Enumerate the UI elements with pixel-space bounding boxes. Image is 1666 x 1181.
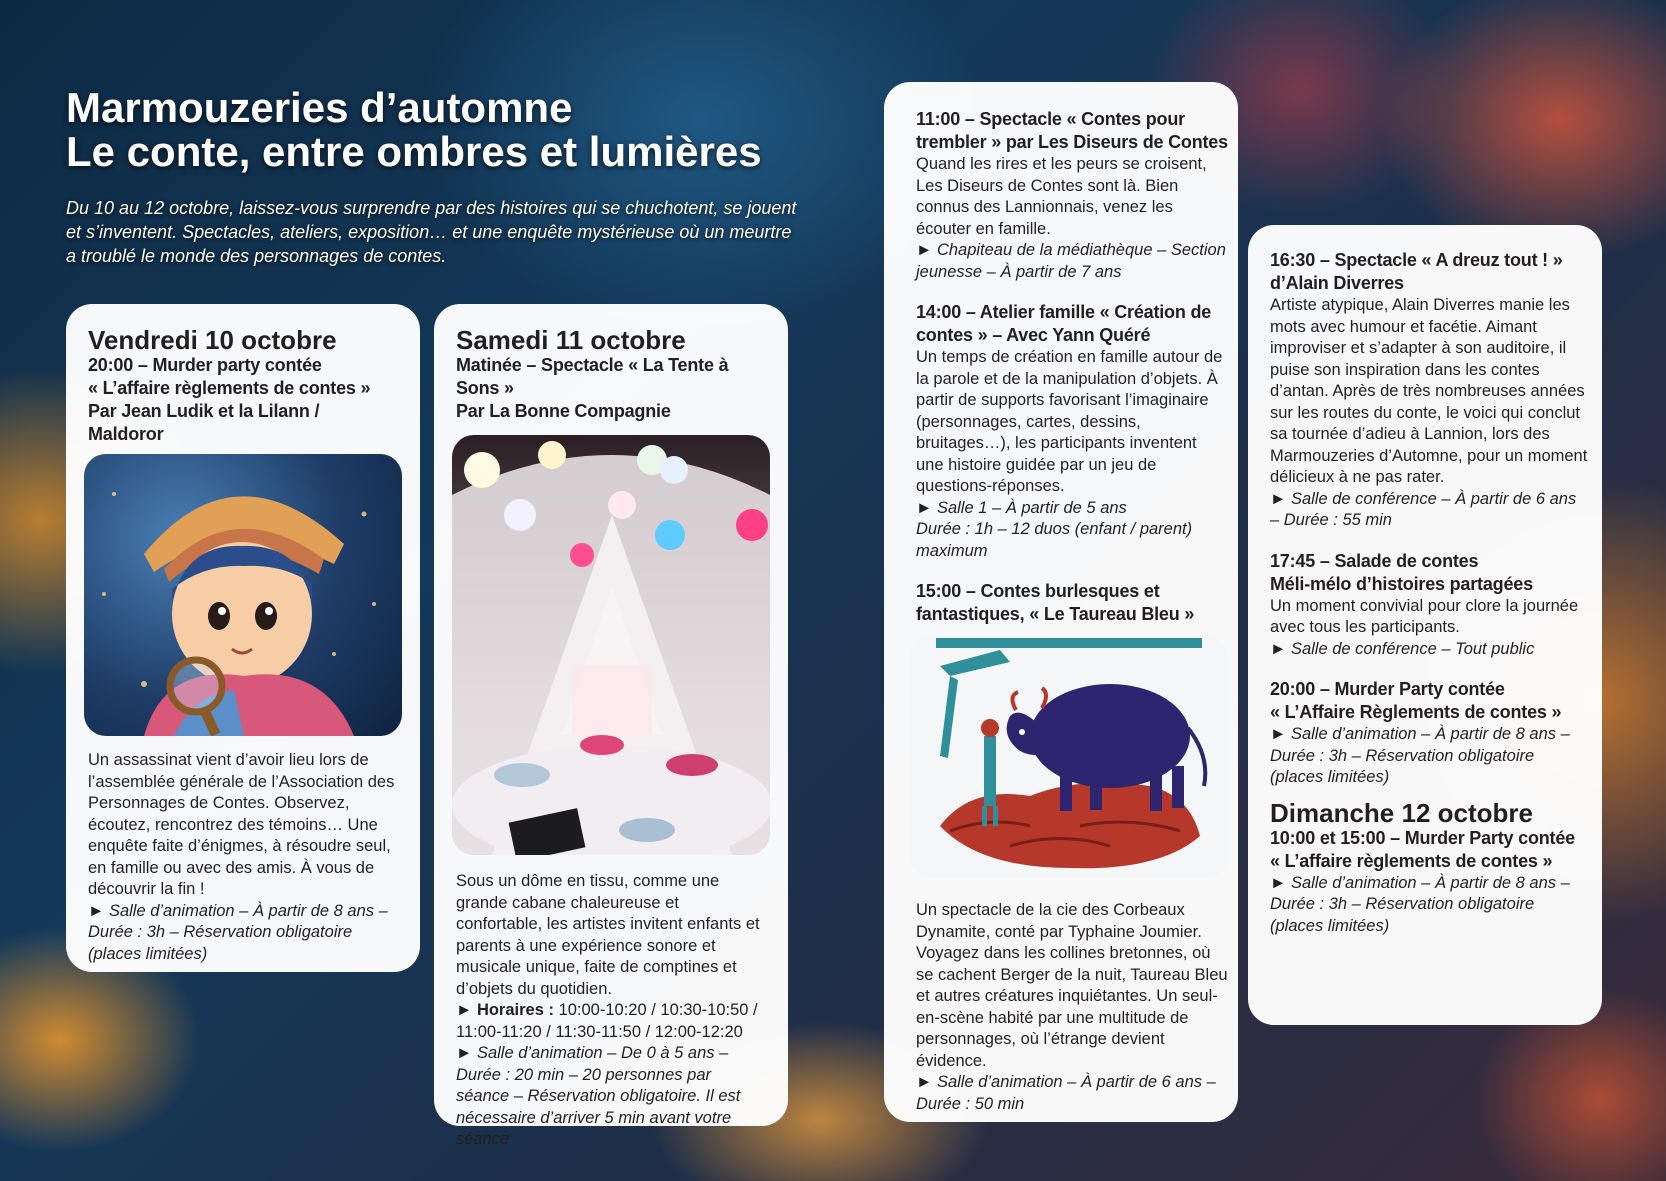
saturday-afternoon-card [884,82,1238,1122]
saturday-event-title: Matinée – Spectacle « La Tente à Sons » [456,355,729,398]
sunday-day-title: Dimanche 12 octobre [1270,797,1533,828]
friday-info-text: Salle d’animation – À partir de 8 ans – Durée : 3h – Réservation obligatoire (places limitées) [88,901,388,963]
event-info-text: Salle d’animation – À partir de 8 ans – Durée : 3h – Réservation obligatoire (places limitées) [1270,725,1570,786]
saturday-info-text: Salle d’animation – De 0 à 5 ans – Durée : 20 min – 20 personnes par séance – Réservation obligatoire. Il est nécessaire d’arriver 5 min avant votre séance [456,1044,741,1148]
arrow-icon: ► [1270,873,1287,892]
saturday-description: Sous un dôme en tissu, comme une grande cabane chaleureuse et confortable, les artistes invitent enfants et parents à une expérience sonore et musicale unique, faite de comptines et d’objets du quotidien. [456,872,760,998]
page-title [66,86,762,174]
event-description: Un moment convivial pour clore la journée avec tous les participants. [1270,596,1579,636]
arrow-icon: ► [88,901,105,920]
event-info-text: Salle de conférence – Tout public [1290,639,1535,658]
friday-event-time: 20:00 – Murder party contée [88,355,322,375]
event-title-line-2: d’Alain Diverres [1270,273,1404,293]
event-salade-de-contes [1270,550,1588,661]
arrow-icon: ► [916,498,933,517]
event-info [916,498,1228,520]
event-atelier-famille [916,301,1228,562]
tent-drawing [452,435,770,855]
friday-info [88,901,398,966]
event-description: Quand les rires et les peurs se croisent, Les Diseurs de Contes sont là. Bien connus des Lannionnais, venez les écouter en famille. [916,155,1207,238]
event-info-text: Salle d’animation – À partir de 6 ans – Durée : 50 min [916,1073,1216,1113]
event-title-line-2: « L’affaire règlements de contes » [1270,850,1553,871]
event-duration: Durée : 1h – 12 duos (enfant / parent) maximum [916,520,1193,560]
arrow-icon: ► [1270,489,1287,508]
saturday-info [456,1043,766,1151]
arrow-icon: ► [1270,639,1287,658]
event-info [1270,873,1588,938]
blue-bull-drawing [910,636,1228,878]
title-line-2: Le conte, entre ombres et lumières [66,128,762,175]
blue-bull-illustration [910,636,1228,878]
arrow-icon: ► [1270,725,1287,743]
event-title-line-1: 16:30 – Spectacle « A dreuz tout ! » [1270,250,1563,270]
friday-card [66,304,420,972]
event-description: Un temps de création en famille autour de la parole et de la manipulation d’objets. À partir de supports favorisant l’imaginaire (personnages, cartes, dessins, bruitages…), les participants inventent une histoire guidée par un jeu de questions-réponses. [916,348,1223,495]
event-info-text: Chapiteau de la médiathèque – Section jeunesse – À partir de 7 ans [916,241,1226,281]
evening-sunday-card [1248,225,1602,1025]
event-info-text: Salle d’animation – À partir de 8 ans – Durée : 3h – Réservation obligatoire (places limitées) [1270,873,1570,935]
intro-text: Du 10 au 12 octobre, laissez-vous surprendre par des histoires qui se chuchotent, se jouent et s’inventent. Spectacles, ateliers, exposition… et une enquête mystérieuse où un meurtre a troublé le monde des personnages de contes. [66,198,797,266]
event-info-text: Salle de conférence – À partir de 6 ans – Durée : 55 min [1270,489,1577,529]
event-info [1270,724,1588,789]
event-info-text: Salle 1 – À partir de 5 ans [936,498,1127,517]
event-info [1270,639,1588,661]
saturday-event-performers: Par La Bonne Compagnie [456,401,671,421]
friday-event-name: « L’affaire règlements de contes » [88,378,371,398]
friday-event-performers: Par Jean Ludik et la Lilann / Maldoror [88,401,320,444]
event-murder-party-saturday [1270,678,1588,789]
friday-day-title: Vendredi 10 octobre [88,325,337,355]
detective-child-drawing [84,454,402,736]
hours-value: 10:00-10:20 / 10:30-10:50 / 11:00-11:20 / 11:30-11:50 / 12:00-12:20 [456,1001,758,1041]
event-title-line-1: 20:00 – Murder Party contée [1270,679,1505,699]
arrow-icon: ► [916,1073,933,1091]
event-description: Un spectacle de la cie des Corbeaux Dynamite, conté par Typhaine Joumier. Voyagez dans les collines bretonnes, où se cachent Berger de la nuit, Taureau Bleu et autres créatures inquiétantes. Un seul-en-scène habité par une multitude de personnages, où l’étrange devient évidence. [916,901,1228,1070]
saturday-day-title: Samedi 11 octobre [456,325,686,355]
hours-label: Horaires : [476,1001,554,1019]
event-title: 14:00 – Atelier famille « Création de contes » – Avec Yann Quéré [916,302,1212,345]
saturday-hours [456,1000,766,1043]
arrow-icon: ► [456,1001,473,1019]
event-title: 15:00 – Contes burlesques et fantastiques, « Le Taureau Bleu » [916,581,1195,624]
event-title: 11:00 – Spectacle « Contes pour trembler » par Les Diseurs de Contes [916,109,1228,152]
event-contes-pour-trembler [916,108,1228,283]
event-taureau-bleu [916,580,1228,1115]
event-title-line-1: 10:00 et 15:00 – Murder Party contée [1270,827,1575,848]
event-description: Artiste atypique, Alain Diverres manie les mots avec humour et facétie. Aimant improviser et s’adapter à son auditoire, il puise son inspiration dans les contes d’antan. Après de très nombreuses années sur les routes du conte, le voici qui conclut sa tournée d’adieu à Lannion, lors des Marmouzeries d’Automne, pour un moment délicieux à ne pas rater. [1270,296,1588,486]
friday-description: Un assassinat vient d’avoir lieu lors de l’assemblée générale de l’Association des Personnages de Contes. Observez, écoutez, rencontrez des témoins… Une enquête faite d’énigmes, à résoudre seul, en famille ou avec des amis. À vous de découvrir la fin ! [88,751,395,898]
event-title-line-2: « L’Affaire Règlements de contes » [1270,702,1562,722]
arrow-icon: ► [916,241,933,259]
event-info [916,240,1228,283]
event-info [916,1072,1228,1115]
saturday-card [434,304,788,1148]
event-title-line-1: 17:45 – Salade de contes [1270,550,1479,571]
event-murder-party-sunday [1270,827,1588,938]
event-a-dreuz-tout [1270,249,1588,532]
title-line-1: Marmouzeries d’automne [66,84,573,131]
event-title-line-2: Méli-mélo d’histoires partagées [1270,573,1533,594]
detective-child-illustration [84,454,402,736]
event-info [1270,489,1588,532]
arrow-icon: ► [456,1044,473,1062]
tent-photo [452,435,770,855]
